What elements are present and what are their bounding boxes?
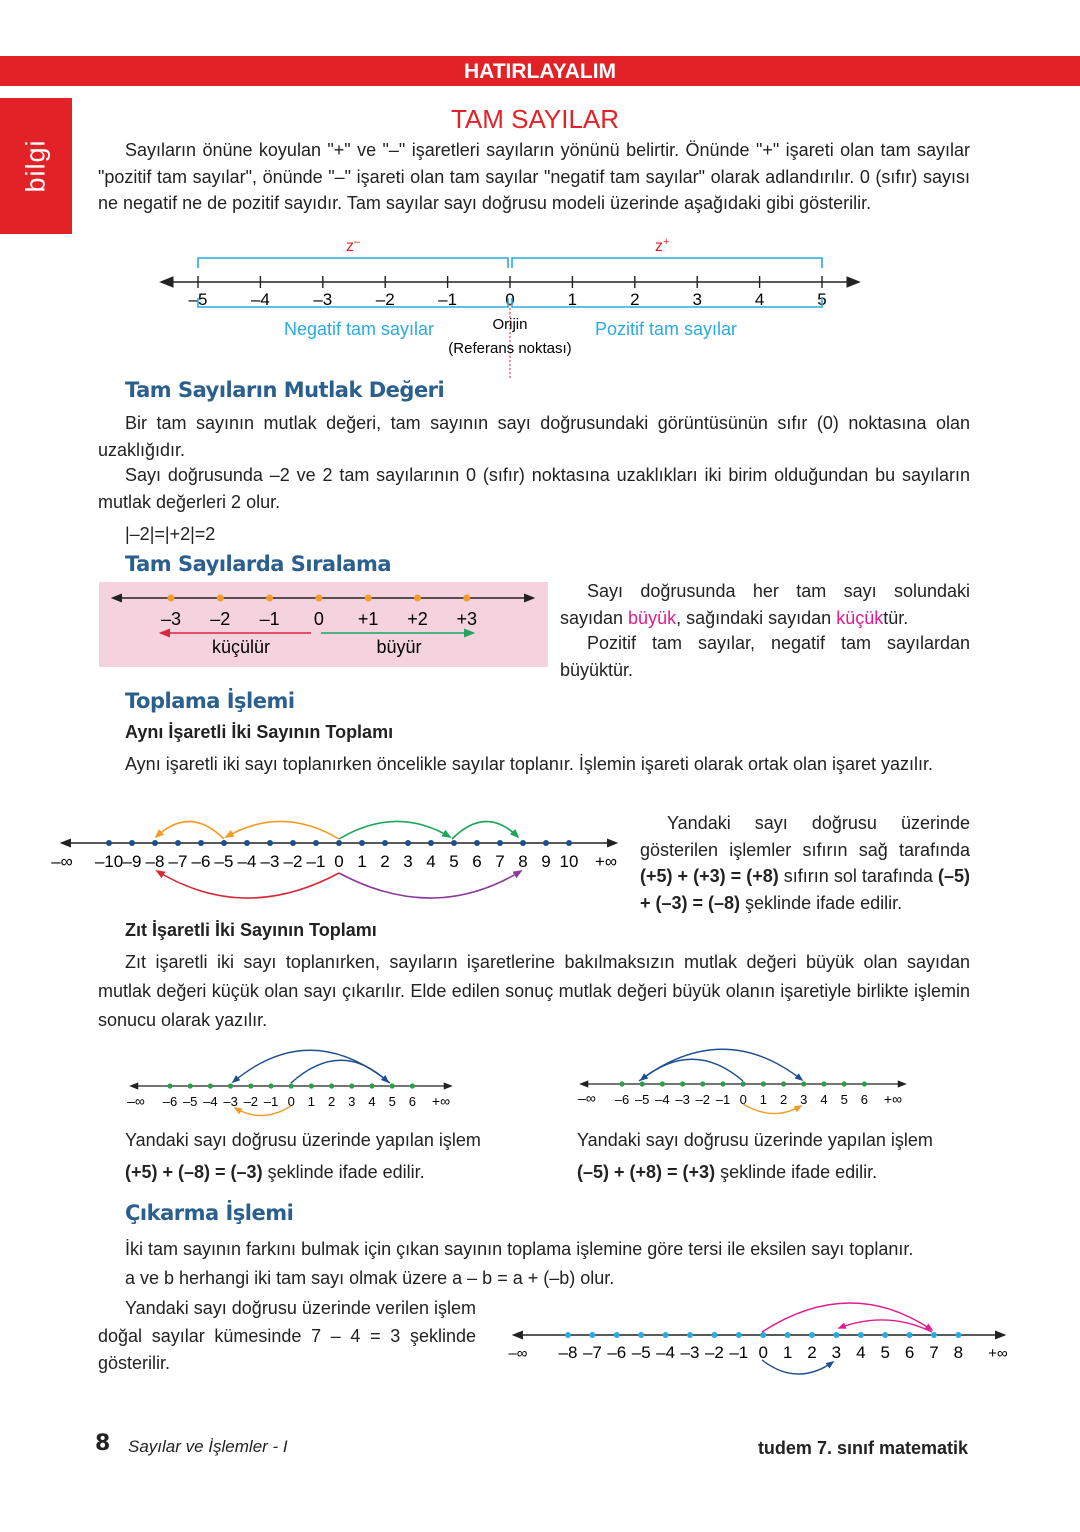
small-dot <box>228 1083 233 1088</box>
arrow-result-plus-3 <box>743 1104 801 1114</box>
tick-label: 3 <box>692 290 702 309</box>
order-tick-label: –1 <box>259 609 280 629</box>
order-tick-label: +1 <box>357 609 379 629</box>
sub-dot <box>809 1332 815 1338</box>
small-dot <box>801 1081 806 1086</box>
chapter-label: Sayılar ve İşlemler - I <box>128 1437 288 1456</box>
small-dot <box>640 1081 645 1086</box>
small-label: –3 <box>675 1092 690 1107</box>
equation-positive: (+5) + (+3) = (+8) <box>640 866 779 886</box>
small-label: 4 <box>368 1094 376 1109</box>
small-label: –5 <box>182 1094 198 1109</box>
tick-label: –4 <box>250 290 270 309</box>
small-label: 1 <box>759 1092 768 1107</box>
sub-dot <box>614 1332 620 1338</box>
number-label: 3 <box>403 852 413 871</box>
arrow-minus-5-to-3 <box>639 1049 802 1081</box>
number-label: –7 <box>168 852 188 871</box>
number-dot <box>221 840 227 846</box>
small-dot <box>842 1081 847 1086</box>
order-tick-label: +2 <box>407 609 428 629</box>
sub-label: –1 <box>729 1343 749 1362</box>
small-label: –4 <box>203 1094 218 1109</box>
z-plus-bracket <box>512 258 822 268</box>
z-plus-label: z+ <box>655 236 670 255</box>
abs-value-paragraph-2 <box>98 462 970 515</box>
small-dot <box>410 1083 415 1088</box>
sub-label: –6 <box>607 1343 627 1362</box>
ordering-text-1: Sayı doğrusunda her tam sayı solundaki sayıdan büyük, sağındaki sayıdan küçüktür. <box>560 581 970 628</box>
order-dot <box>266 595 273 602</box>
sub-label: 5 <box>880 1343 890 1362</box>
pos-infinity-label: +∞ <box>594 852 618 871</box>
sub-label: –2 <box>704 1343 724 1362</box>
equation-negative: (–5) + (–3) = (–8) <box>640 866 970 913</box>
opposite-sign-paragraph: Zıt işaretli iki sayı toplanırken, sayıların işaretlerine bakılmaksızın mutlak değeri büyük olan sayıdan mutlak değeri küçük olan sayı çıkarılır. Elde edilen sonuç mutlak değeri büyük olanın işaretiyle birlikte işlemin sonucu olarak yazılır. <box>98 952 970 1030</box>
sub-label: –8 <box>558 1343 578 1362</box>
ordering-text-2: Pozitif tam sayılar, negatif tam sayılardan büyüktür. <box>560 633 970 680</box>
small-dot <box>680 1081 685 1086</box>
small-dot <box>248 1083 253 1088</box>
small-dot <box>781 1081 786 1086</box>
small-label: –2 <box>243 1094 259 1109</box>
pos-infinity-2: +∞ <box>883 1091 903 1107</box>
addition-number-line <box>50 812 630 902</box>
tick-label: 0 <box>505 290 515 309</box>
sub-label: 4 <box>856 1343 866 1362</box>
small-label: 4 <box>820 1092 828 1107</box>
side-tab-label: bilgi <box>20 139 51 193</box>
pos-infinity-1: +∞ <box>431 1093 451 1109</box>
sub-label: –4 <box>656 1343 676 1362</box>
sub-dot <box>711 1332 717 1338</box>
small-dot <box>390 1083 395 1088</box>
small-label: –2 <box>695 1092 711 1107</box>
number-dot <box>405 840 411 846</box>
sub-label: 6 <box>904 1343 915 1362</box>
order-dot <box>365 595 372 602</box>
same-sign-heading: Aynı İşaretli İki Sayının Toplamı <box>125 722 394 742</box>
z-minus-bracket <box>198 258 508 268</box>
small-label: –3 <box>223 1094 238 1109</box>
number-label: 2 <box>380 852 390 871</box>
sub-label: 0 <box>758 1343 768 1362</box>
number-dot <box>543 840 549 846</box>
sub-dot <box>589 1332 595 1338</box>
number-dot <box>313 840 319 846</box>
caption-left-equation: (+5) + (–8) = (–3) <box>125 1162 263 1182</box>
sub-label: 7 <box>929 1343 939 1362</box>
addition-heading: Toplama İşlemi <box>125 689 295 713</box>
abs-p2-text: Sayı doğrusunda –2 ve 2 tam sayılarının 0 (sıfır) noktasına uzaklıkları iki birim olduğundan bu sayıların mutlak değerleri 2 olur. <box>98 465 970 512</box>
number-label: –1 <box>306 852 326 871</box>
number-dot <box>175 840 181 846</box>
number-label: –2 <box>283 852 303 871</box>
pos-infinity-3: +∞ <box>988 1345 1008 1362</box>
sub-label: 2 <box>807 1343 817 1362</box>
smaller-label: küçülür <box>211 637 271 657</box>
small-dot <box>349 1083 354 1088</box>
buyuk-highlight: büyük <box>628 607 677 628</box>
small-label: –6 <box>614 1092 630 1107</box>
number-label: 7 <box>495 852 505 871</box>
order-dot <box>315 595 322 602</box>
positive-bracket <box>512 298 822 307</box>
small-dot <box>619 1081 624 1086</box>
order-tick-label: –2 <box>210 609 231 629</box>
number-dot <box>152 840 158 846</box>
small-label: 5 <box>388 1094 396 1109</box>
number-dot <box>359 840 365 846</box>
number-dot <box>451 840 457 846</box>
small-label: 2 <box>779 1092 788 1107</box>
abs-value-paragraph-1 <box>98 410 970 463</box>
small-dot <box>700 1081 705 1086</box>
number-line-minus5-plus8 <box>575 1040 915 1120</box>
neg-infinity-label: –∞ <box>51 852 73 871</box>
negative-bracket <box>198 298 508 307</box>
neg-infinity-3: –∞ <box>508 1345 528 1362</box>
number-dot <box>520 840 526 846</box>
number-label: 4 <box>426 852 436 871</box>
order-tick-label: 0 <box>313 609 324 629</box>
number-label: 6 <box>472 852 482 871</box>
sub-dot <box>955 1332 961 1338</box>
sub-dot <box>760 1332 766 1338</box>
sub-dot <box>882 1332 888 1338</box>
tick-label: 5 <box>817 290 827 309</box>
number-dot <box>267 840 273 846</box>
tick-label: –3 <box>313 290 333 309</box>
number-dot <box>244 840 250 846</box>
ordering-number-line <box>99 582 548 667</box>
tick-label: 2 <box>630 290 640 309</box>
sub-dot <box>907 1332 913 1338</box>
small-label: 3 <box>800 1092 808 1107</box>
number-dot <box>474 840 480 846</box>
order-dot <box>168 595 175 602</box>
subtraction-paragraph-1: İki tam sayının farkını bulmak için çıkan sayının toplama işlemine göre tersi ile eksilen sayı toplanır. <box>125 1239 914 1259</box>
kucuk-highlight: küçük <box>836 607 884 628</box>
number-label: 9 <box>541 852 551 871</box>
section-banner: HATIRLAYALIM <box>0 56 1080 86</box>
small-dot <box>208 1083 213 1088</box>
sub-dot <box>638 1332 644 1338</box>
small-dot <box>741 1081 746 1086</box>
number-label: 1 <box>357 852 367 871</box>
opposite-sign-heading: Zıt İşaretli İki Sayının Toplamı <box>125 920 377 940</box>
small-dot <box>761 1081 766 1086</box>
tick-label: 4 <box>754 290 765 309</box>
number-dot <box>497 840 503 846</box>
subtraction-paragraph-3: Yandaki sayı doğrusu üzerinde verilen işlem doğal sayılar kümesinde 7 – 4 = 3 şeklinde gösterilir. <box>98 1298 476 1373</box>
tick-label: 1 <box>567 290 578 309</box>
tick-label: –5 <box>188 290 208 309</box>
intro-text: Sayıların önüne koyulan "+" ve "–" işaretleri sayıların yönünü belirtir. Önünde "+" işareti olan tam sayılar "pozitif tam sayılar", önünde "–" işareti olan tam sayılar "negatif tam sayılar" olarak adlandırılır. 0 (sıfır) sayısı ne negatif ne de pozitif sayıdır. Tam sayılar sayı doğrusu modeli üzerinde aşağıdaki gibi gösterilir. <box>98 140 970 213</box>
negative-integers-label: Negatif tam sayılar <box>283 319 435 339</box>
small-dot <box>821 1081 826 1086</box>
order-dot <box>414 595 421 602</box>
small-label: –1 <box>263 1094 279 1109</box>
bigger-label: büyür <box>376 637 422 657</box>
order-tick-label: +3 <box>456 609 478 629</box>
caption-right-equation: (–5) + (+8) = (+3) <box>577 1162 716 1182</box>
small-label: 3 <box>348 1094 356 1109</box>
sub-label: 8 <box>953 1343 964 1362</box>
number-label: –4 <box>237 852 257 871</box>
number-label: –3 <box>260 852 280 871</box>
number-dot <box>382 840 388 846</box>
small-dot <box>188 1083 193 1088</box>
arrow-result-minus-8 <box>157 871 339 898</box>
small-dot <box>167 1083 172 1088</box>
addition-side-text: Yandaki sayı doğrusu üzerinde gösterilen işlemler sıfırın sağ tarafında (+5) + (+3) = (+8) sıfırın sol tarafında (–5) + (–3) = (–8) şeklinde ifade edilir. <box>640 813 970 913</box>
sub-dot <box>833 1332 839 1338</box>
sub-dot <box>565 1332 571 1338</box>
tick-label: –1 <box>438 290 458 309</box>
caption-right-line2: (–5) + (+8) = (+3) şeklinde ifade edilir. <box>577 1162 878 1182</box>
abs-p1-text: Bir tam sayının mutlak değeri, tam sayının sayı doğrusundaki görüntüsünün sıfır (0) noktasına olan uzaklığıdır. <box>98 413 970 460</box>
small-dot <box>720 1081 725 1086</box>
number-line-plus5-minus8 <box>125 1040 465 1120</box>
subtraction-number-line <box>500 1290 1020 1390</box>
sub-label: –7 <box>582 1343 602 1362</box>
small-label: 5 <box>840 1092 848 1107</box>
number-label: –10 <box>94 852 124 871</box>
sub-dot <box>931 1332 937 1338</box>
order-dot <box>217 595 224 602</box>
number-dot <box>428 840 434 846</box>
small-dot <box>309 1083 314 1088</box>
abs-formula: |–2|=|+2|=2 <box>125 524 216 544</box>
sub-dot <box>736 1332 742 1338</box>
z-minus-label: z– <box>346 236 361 255</box>
order-dot <box>463 595 470 602</box>
small-dot <box>660 1081 665 1086</box>
origin-label: Orijin <box>492 316 528 333</box>
arrow-plus-3 <box>452 821 518 839</box>
number-dot <box>198 840 204 846</box>
tick-label: –2 <box>375 290 395 309</box>
sub-label: –5 <box>631 1343 651 1362</box>
sub-dot <box>663 1332 669 1338</box>
integer-number-line <box>150 232 870 380</box>
number-dot <box>106 840 112 846</box>
small-label: –6 <box>162 1094 178 1109</box>
arrow-minus-3 <box>156 821 224 839</box>
order-tick-label: –3 <box>160 609 182 629</box>
small-label: 6 <box>408 1094 417 1109</box>
number-label: –9 <box>122 852 142 871</box>
small-label: –1 <box>715 1092 731 1107</box>
arrow-plus-5 <box>339 821 450 839</box>
small-dot <box>289 1083 294 1088</box>
number-dot <box>566 840 572 846</box>
number-dot <box>129 840 135 846</box>
number-label: –5 <box>214 852 234 871</box>
number-label: 10 <box>559 852 579 871</box>
page-title: TAM SAYILAR <box>450 104 620 134</box>
number-dot <box>290 840 296 846</box>
sub-label: 1 <box>782 1343 793 1362</box>
small-label: 1 <box>307 1094 316 1109</box>
arrow-result-3 <box>762 1360 833 1374</box>
number-label: –8 <box>145 852 165 871</box>
caption-left-line2: (+5) + (–8) = (–3) şeklinde ifade edilir. <box>125 1162 425 1182</box>
small-dot <box>268 1083 273 1088</box>
arrow-result-plus-8 <box>339 871 521 898</box>
subtraction-paragraph-2: a ve b herhangi iki tam sayı olmak üzere a – b = a + (–b) olur. <box>125 1268 615 1288</box>
neg-infinity-1: –∞ <box>127 1093 145 1109</box>
sub-label: 3 <box>831 1343 842 1362</box>
brand-bold: tudem <box>757 1438 812 1458</box>
ordering-box <box>99 582 548 667</box>
number-label: 8 <box>518 852 528 871</box>
number-label: –6 <box>191 852 211 871</box>
arrow-5-to-minus-3 <box>233 1050 390 1083</box>
number-label: 5 <box>449 852 459 871</box>
small-dot <box>862 1081 867 1086</box>
small-dot <box>329 1083 334 1088</box>
brand-label: tudem 7. sınıf matematik <box>757 1438 968 1458</box>
small-label: 0 <box>739 1092 747 1107</box>
reference-label: (Referans noktası) <box>448 340 572 357</box>
subtraction-heading: Çıkarma İşlemi <box>125 1201 294 1225</box>
small-label: 2 <box>327 1094 336 1109</box>
small-label: 6 <box>860 1092 869 1107</box>
abs-value-heading: Tam Sayıların Mutlak Değeri <box>125 378 445 402</box>
page-number: 8 <box>95 1431 111 1456</box>
number-dot <box>336 840 342 846</box>
same-sign-paragraph: Aynı işaretli iki sayı toplanırken öncelikle sayılar toplanır. İşlemin işareti olarak ortak olan işaret yazılır. <box>125 754 934 774</box>
number-label: 0 <box>334 852 344 871</box>
ordering-heading: Tam Sayılarda Sıralama <box>125 552 392 576</box>
positive-integers-label: Pozitif tam sayılar <box>594 319 738 339</box>
small-label: 0 <box>287 1094 295 1109</box>
sub-label: –3 <box>680 1343 700 1362</box>
neg-infinity-2: –∞ <box>578 1090 596 1106</box>
small-label: –4 <box>655 1092 670 1107</box>
sub-dot <box>687 1332 693 1338</box>
arrow-minus-5 <box>226 821 339 839</box>
caption-right-line1: Yandaki sayı doğrusu üzerinde yapılan işlem <box>577 1130 933 1150</box>
sub-dot <box>785 1332 791 1338</box>
small-dot <box>369 1083 374 1088</box>
intro-paragraph <box>98 137 970 217</box>
caption-left-line1: Yandaki sayı doğrusu üzerinde yapılan işlem <box>125 1130 481 1150</box>
arrow-0-to-7 <box>762 1303 932 1332</box>
small-label: –5 <box>634 1092 650 1107</box>
sub-dot <box>858 1332 864 1338</box>
